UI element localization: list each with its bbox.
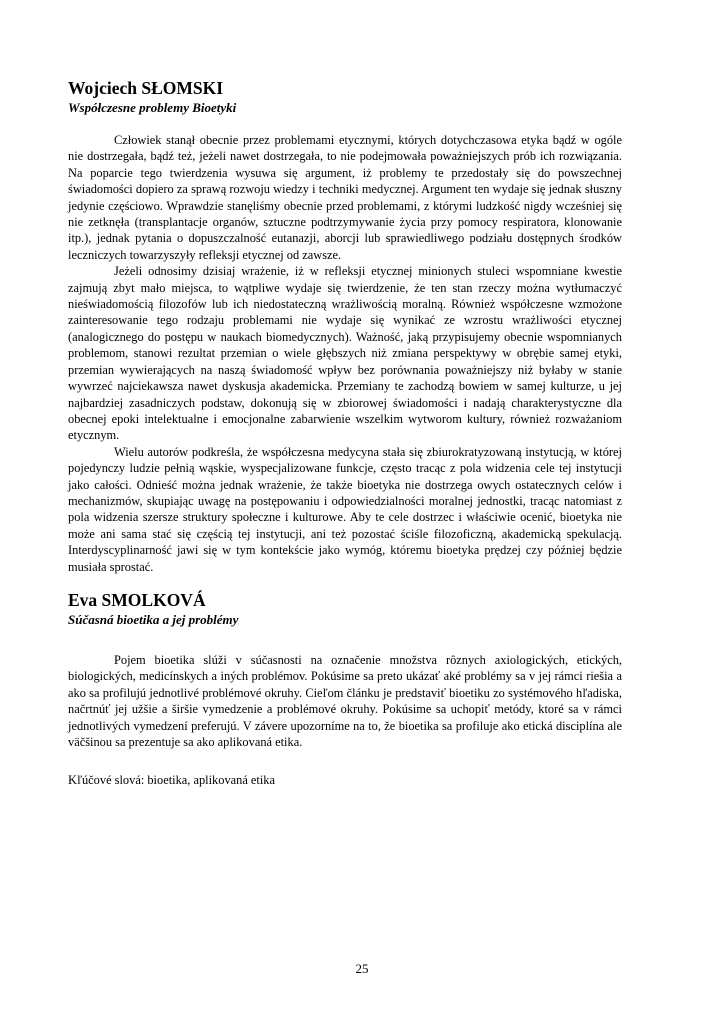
article-smolkova <box>68 590 622 789</box>
abstract <box>68 132 622 575</box>
abstract-paragraph: Wielu autorów podkreśla, że współczesna medycyna stała się zbiurokratyzowaną instytucją, w której pojedynczy ludzie pełnią wąskie, wyspecjalizowane funkcje, często tracąc z pola widzenia cele tej instytucji jako całości. Odnieść można jednak wrażenie, że także bioetyka nie dostrzega owych ostatecznych celów i mechanizmów, skupiając uwagę na postępowaniu i odpowiedzialności moralnej jednostki, tracąc natomiast z pola widzenia szersze struktury społeczne i kulturowe. Aby te cele dostrzec i właściwie ocenić, bioetyka nie może ani sama stać się częścią tej instytucji, ani też pozostać ściśle filozoficzną, akademicką spekulacją. Interdyscyplinarność jawi się w tym kontekście jako wymóg, któremu bioetyka prędzej czy później będzie musiała sprostać. <box>68 444 622 574</box>
abstract-paragraph: Człowiek stanął obecnie przez problemami etycznymi, których dotychczasowa etyka bądź w ogóle nie dostrzegała, bądź też, jeżeli nawet dostrzegała, to nie podejmowała poważniejszych prób ich rozwiązania. Na poparcie tego twierdzenia wysuwa się argument, iż problemy te przedostały się do powszechnej świadomości dopiero za sprawą rozwoju wiedzy i techniki medycznej. Argument ten wydaje się jednak słuszny jedynie częściowo. Wprawdzie stanęliśmy obecnie przed problemami, z którymi ludzkość nigdy wcześniej się nie zetknęła (transplantacje organów, sztuczne podtrzymywanie życia przy pomocy respiratora, klonowanie itp.), jednak pytania o dopuszczalność eutanazji, aborcji lub sprawiedliwego podziału dostępnych środków leczniczych towarzyszyły refleksji etycznej od zawsze. <box>68 133 622 262</box>
abstract-paragraph: Pojem bioetika slúži v súčasnosti na označenie množstva rôznych axiologických, etických, biologických, medicínskych a iných problémov. Pokúsime sa preto ukázať aké problémy sa v jej rámci riešia a ako sa profilujú jednotlivé problémové okruhy. Cieľom článku je predstaviť bioetiku zo systémového hľadiska, načrtnúť jej užšie a širšie vymedzenie a problémové okruhy. Pokúsime sa uchopiť metódy, ktoré sa v rámci jednotlivých vymedzení preferujú. V závere upozorníme na to, že bioetika sa profiluje ako etická disciplína ale väčšinou sa prezentuje sa ako aplikovaná etika. <box>68 653 622 750</box>
abstract <box>68 652 622 750</box>
page-number: 25 <box>355 961 369 976</box>
author-name: Wojciech SŁOMSKI <box>68 78 224 98</box>
author-name: Eva SMOLKOVÁ <box>68 590 206 610</box>
article-title: Współczesne problemy Bioetyki <box>68 100 237 115</box>
abstract-paragraph: Jeżeli odnosimy dzisiaj wrażenie, iż w refleksji etycznej minionych stuleci wspomniane kwestie zajmują zbyt mało miejsca, to wątpliwe wydaje się twierdzenie, że ten stan rzeczy można wytłumaczyć nieświadomością filozofów lub ich niedostateczną wrażliwością moralną. Również współczesne wzmożone zainteresowanie tego rodzaju problemami nie wydaje się wynikać ze wzrostu wrażliwości etycznej (analogicznego do postępu w naukach biomedycznych). Ważność, jaką przypisujemy obecnie wspomnianych problemom, stanowi rezultat przemian o wiele głębszych niż zmiana perspektywy w obrębie samej etyki, przemian wywierających na naszą świadomość wpływ bez porównania poważniejszy niż byłaby w stanie wywrzeć najciekawsza nawet dyskusja akademicka. Przemiany te zachodzą bowiem w samej kulturze, u jej najbardziej zasadniczych podstaw, dokonują się w zbiorowej świadomości i nadają charakterystyczne dla obecnej epoki intelektualne i emocjonalne zabarwienie wszelkim wytworom kultury, również rozważaniom etycznym. <box>68 264 622 443</box>
article-slomski <box>68 78 622 575</box>
article-title: Súčasná bioetika a jej problémy <box>68 612 239 627</box>
keywords: Kľúčové slová: bioetika, aplikovaná etika <box>68 773 276 788</box>
